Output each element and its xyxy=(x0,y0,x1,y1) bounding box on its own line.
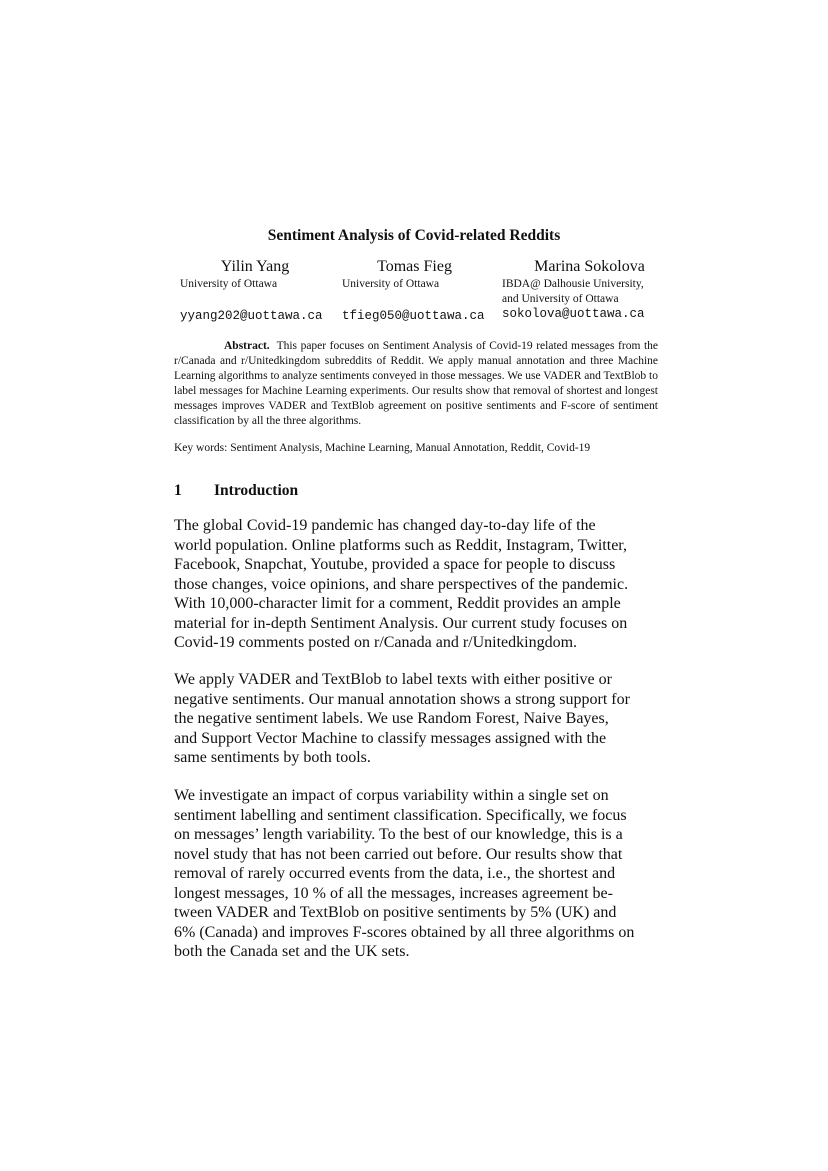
abstract xyxy=(174,339,658,430)
author-name: Tomas Fieg xyxy=(377,258,452,275)
text-line: We investigate an impact of corpus variability within a single set on xyxy=(174,787,609,804)
section-heading xyxy=(174,481,298,501)
text-line: on messages’ length variability. To the best of our knowledge, this is a xyxy=(174,826,623,843)
author-block-2 xyxy=(342,257,487,292)
text-line: world population. Online platforms such as Reddit, Instagram, Twitter, xyxy=(174,536,627,554)
text-line: negative sentiments. Our manual annotation shows a strong support for xyxy=(174,690,630,708)
author-affiliation: University of Ottawa xyxy=(342,278,440,290)
author-name: Yilin Yang xyxy=(220,258,290,275)
text-line: 6% (Canada) and improves F-scores obtained by all three algorithms on xyxy=(174,923,635,941)
text-line: same sentiments by both tools. xyxy=(174,749,371,766)
section-title: Introduction xyxy=(214,482,299,499)
text-line: novel study that has not been carried out before. Our results show that xyxy=(174,845,623,863)
paper-title: Sentiment Analysis of Covid-related Reddits xyxy=(267,227,561,244)
text-line: removal of rarely occurred events from the data, i.e., the shortest and xyxy=(174,865,616,882)
paragraph xyxy=(174,516,658,653)
text-line: those changes, voice opinions, and share perspectives of the pandemic. xyxy=(174,575,629,593)
author-name: Marina Sokolova xyxy=(534,258,645,275)
text-line: sentiment labelling and sentiment classification. Specifically, we focus xyxy=(174,806,627,824)
text-line: the negative sentiment labels. We use Random Forest, Naive Bayes, xyxy=(174,710,609,727)
author-block-3 xyxy=(502,257,677,307)
text-line: and Support Vector Machine to classify messages assigned with the xyxy=(174,729,607,747)
text-line: material for in-depth Sentiment Analysis. Our current study focuses on xyxy=(174,614,628,632)
author-affiliation: University of Ottawa xyxy=(180,278,278,290)
section-number: 1 xyxy=(174,482,182,499)
author-email[interactable]: sokolova@uottawa.ca xyxy=(502,307,645,321)
author-email[interactable]: yyang202@uottawa.ca xyxy=(180,309,323,323)
author-email[interactable]: tfieg050@uottawa.ca xyxy=(342,309,485,323)
text-line: longest messages, 10 % of all the messages, increases agreement be- xyxy=(174,884,613,902)
author-affiliation: and University of Ottawa xyxy=(502,293,619,305)
keywords: Key words: Sentiment Analysis, Machine Learning, Manual Annotation, Reddit, Covid-19 xyxy=(174,442,591,454)
paragraph xyxy=(174,670,658,768)
author-affiliation: IBDA@ Dalhousie University, xyxy=(502,278,644,290)
author-block-1 xyxy=(180,257,330,292)
text-line: The global Covid-19 pandemic has changed day-to-day life of the xyxy=(174,517,596,534)
text-line: both the Canada set and the UK sets. xyxy=(174,943,410,960)
text-line: Covid-19 comments posted on r/Canada and r/Unitedkingdom. xyxy=(174,634,578,651)
text-line: With 10,000-character limit for a comment, Reddit provides an ample xyxy=(174,595,621,612)
text-line: Facebook, Snapchat, Youtube, provided a space for people to discuss xyxy=(174,556,616,573)
abstract-label: Abstract. xyxy=(224,340,270,352)
text-line: tween VADER and TextBlob on positive sentiments by 5% (UK) and xyxy=(174,904,617,921)
text-line: We apply VADER and TextBlob to label texts with either positive or xyxy=(174,671,612,688)
abstract-text: This paper focuses on Sentiment Analysis of Covid-19 related messages from the r/Canada and r/Unitedkingdom subreddits of Reddit. We apply manual annotation and three Machine Learning algorithms to analyze sentiments conveyed in those messages. We use VADER and TextBlob to label messages for Machine Learning experiments. Our results show that removal of shortest and longest messages improves VADER and TextBlob agreement on positive sentiments and F-score of sentiment classification by all the three algorithms. xyxy=(174,340,658,428)
paragraph xyxy=(174,786,658,962)
